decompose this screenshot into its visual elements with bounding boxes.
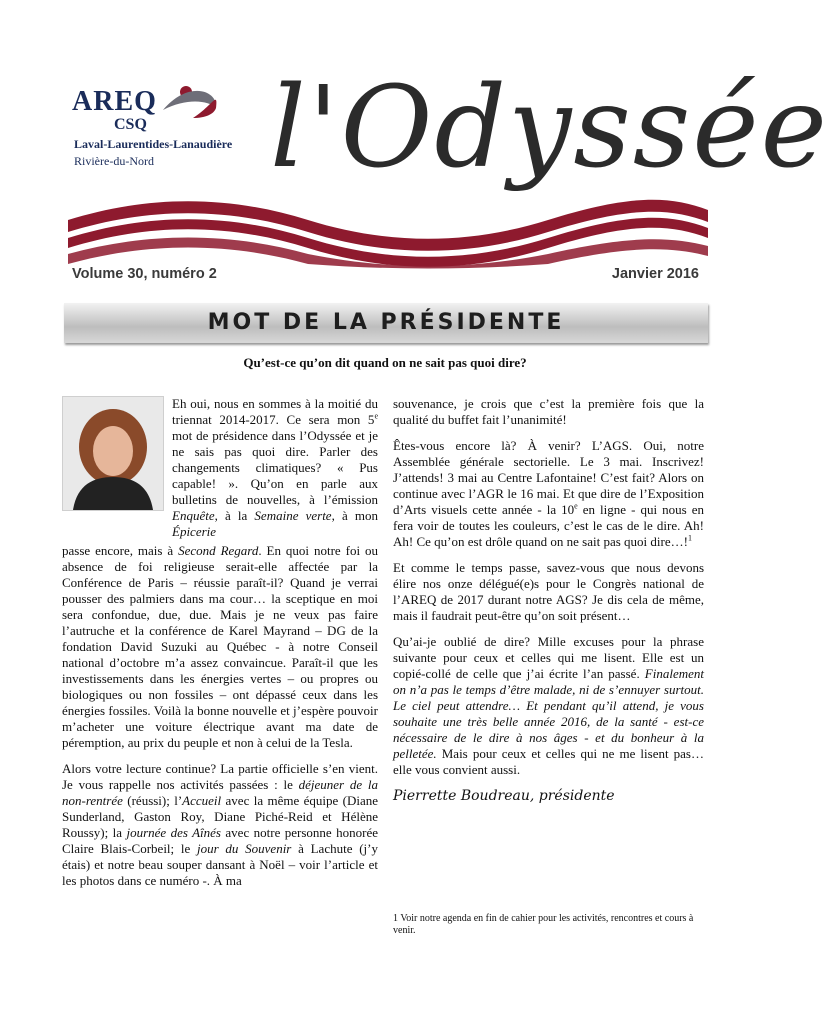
subregion-name: Rivière-du-Nord (74, 154, 154, 168)
paragraph: Et comme le temps passe, savez-vous que nous devons élire nos onze délégué(e)s pour le Congrès national de l’AREQ de 2017 durant notre AGS? Je dis cela de même, mais il faudrait peut-être qu’on soit présent… (393, 560, 704, 623)
left-column (62, 543, 378, 899)
right-column (393, 396, 704, 814)
newsletter-title: l'Odyssée (270, 63, 829, 193)
paragraph: Alors votre lecture continue? La partie officielle s’en vient. Je vous rappelle nos activités passées : le déjeuner de la non-rentrée (réussi); l’Accueil avec la même équipe (Diane Sunderland, Gaston Roy, Diane Piché-Reid et Hélène Roussy); la journée des Aînés avec notre personne honorée Claire Blais-Corbeil; le jour du Souvenir à Lachute (j’y étais) et notre beau souper dansant à Noël – voir l’article et les photos dans ce numéro -. À ma (62, 761, 378, 888)
issue-date: Janvier 2016 (611, 266, 699, 282)
article-subtitle: Qu’est-ce qu’on dit quand on ne sait pas quoi dire? (243, 355, 527, 370)
intro-paragraph: Eh oui, nous en sommes à la moitié du triennat 2014-2017. Ce sera mon 5e mot de présidence dans l’Odyssée et je ne sais pas quoi dire. Parler des changements climatiques? « Pus capable! ». Qu’on en parle aux bulletins de nouvelles, à l’émission Enquête, à la Semaine verte, à mon Épicerie (172, 396, 379, 539)
areq-logo-text: AREQ (72, 86, 157, 117)
signature: Pierrette Boudreau, présidente (393, 788, 615, 804)
region-name: Laval-Laurentides-Lanaudière (74, 137, 233, 151)
intro-text-block (172, 396, 378, 550)
footnote-reference: 1 (687, 533, 692, 543)
paragraph: Qu’ai-je oublié de dire? Mille excuses pour la phrase suivante pour ceux et celles qui me lisent. Elle est un copié-collé de celle que j’ai écrite l’an passé. Finalement on n’a pas le temps d’être malade, ni de s’ennuyer surtout. Le ciel peut attendre… Et pendant qu’il attend, je vous souhaite une très belle année 2016, de la santé - est-ce nécessaire de le dire à nos âges - et du bonheur à la pelletée. Mais pour ceux et celles qui ne me lisent pas…elle vous convient aussi. (393, 634, 704, 777)
section-banner (64, 303, 708, 343)
paragraph: souvenance, je crois que c’est la première fois que la qualité du buffet fait l’unanimité! (393, 396, 704, 427)
volume-number: Volume 30, numéro 2 (72, 266, 217, 282)
paragraph: passe encore, mais à Second Regard. En quoi notre foi ou absence de foi religieuse serait-elle affectée par la Conférence de Paris – réussie paraît-il? Quand je verrai pousser des palmiers dans ma cour… la sceptique en moi sera confondue, due, due. Mais je ne veux pas faire l’autruche et la conférence de Karel Mayrand – DG de la fondation David Suzuki au Québec - à notre Conseil national d’octobre m’a assez convaincue. Paraît-il que les investissements dans les énergies vertes – ou propres ou biologiques ou non fossiles – ont dépassé ceux dans les énergies fossiles. Voilà la bonne nouvelle et j’espère pouvoir m’acheter une voiture électrique avant ma date de péremption, au prix du peuple et non à celui de la Tesla. (62, 543, 378, 750)
footnote: 1 Voir notre agenda en fin de cahier pour les activités, rencontres et cours à venir. (393, 913, 694, 936)
areq-logo-swoosh-icon (163, 86, 216, 118)
csq-logo-text: CSQ (114, 116, 147, 133)
section-heading: MOT DE LA PRÉSIDENTE (207, 310, 565, 335)
paragraph: Êtes-vous encore là? À venir? L’AGS. Oui, notre Assemblée générale sectorielle. Le 3 mai. Inscrivez! J’attends! 3 mai au Centre Lafontaine! C’est fait? Alors on continue avec l’AGR le 16 mai. Et que dire de l’Exposition d’Arts visuels cette année - la 10e en ligne - qui nous en fera voir de toutes les couleurs, c’est le cas de le dire. Ah! Ah! Ce qu’on est drôle quand on ne sait pas quoi dire…!$^1$ (393, 438, 704, 549)
president-photo (62, 396, 164, 511)
